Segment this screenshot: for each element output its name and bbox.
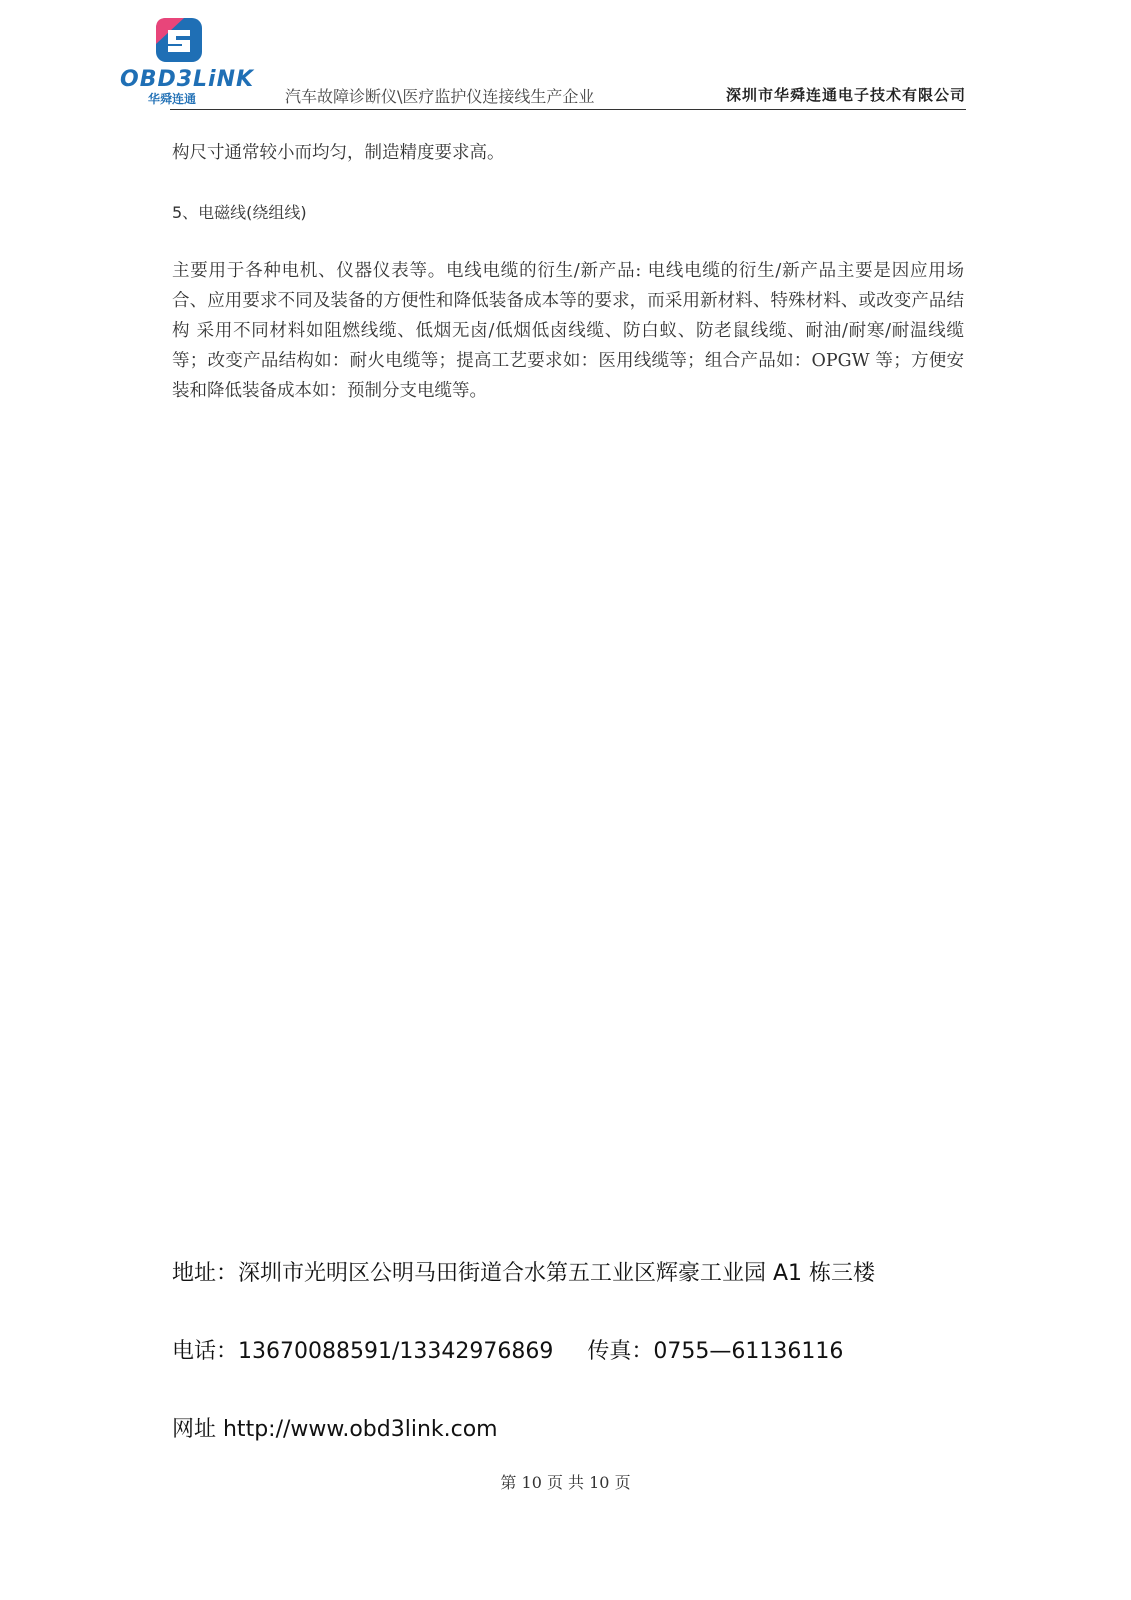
footer-contact-line (172, 1334, 843, 1365)
logo-wordmark: OBD3LiNK (120, 67, 255, 92)
logo-mark-icon (154, 16, 204, 64)
header-tagline: 汽车故障诊断仪\医疗监护仪连接线生产企业 (285, 87, 595, 106)
logo-subtext: 华舜连通 (148, 92, 197, 106)
header-company-name: 深圳市华舜连通电子技术有限公司 (725, 86, 966, 104)
footer-phone: 电话：13670088591/13342976869 (172, 1339, 554, 1364)
footer-address: 地址：深圳市光明区公明马田街道合水第五工业区辉豪工业园 A1 栋三楼 (172, 1261, 876, 1286)
footer-fax: 传真：0755—61136116 (587, 1339, 844, 1364)
section-heading: 5、电磁线(绕组线) (172, 203, 307, 222)
footer-website: 网址 http://www.obd3link.com (172, 1417, 498, 1442)
body-paragraph-2: 主要用于各种电机、仪器仪表等。电线电缆的衍生/新产品: 电线电缆的衍生/新产品主要是因应用场合、应用要求不同及装备的方便性和降低装备成本等的要求，而采用新材料、特殊材料、或改变产品结构 采用不同材料如阻燃线缆、低烟无卤/低烟低卤线缆、防白蚁、防老鼠线缆、耐油/耐寒/耐温线缆等；改变产品结构如：耐火电缆等；提高工艺要求如：医用线缆等；组合产品如：OPGW 等；方便安装和降低装备成本如：预制分支电缆等。 (172, 261, 964, 401)
body-paragraph-1: 构尺寸通常较小而均匀，制造精度要求高。 (172, 143, 505, 163)
header-divider (170, 109, 966, 110)
company-logo (120, 16, 255, 108)
page-number: 第 10 页 共 10 页 (500, 1473, 631, 1492)
